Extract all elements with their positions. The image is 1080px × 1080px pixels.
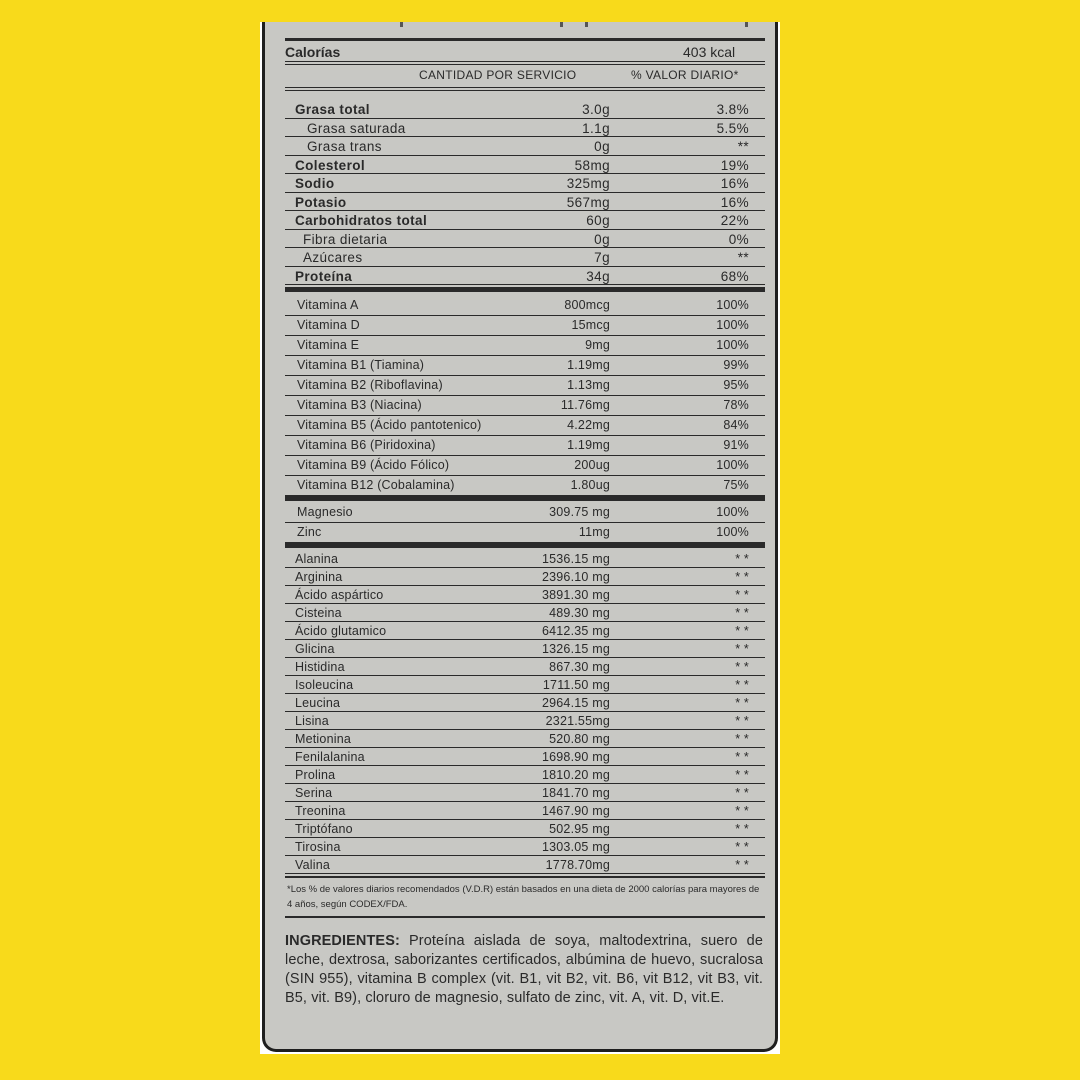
- daily-value-percent: * *: [735, 696, 749, 710]
- nutrient-amount: 1.19mg: [567, 358, 610, 372]
- nutrient-amount: 1303.05 mg: [541, 840, 610, 854]
- amino-acid-row: [285, 676, 765, 694]
- nutrient-amount: 0g: [594, 231, 610, 247]
- column-header-row: [285, 66, 765, 86]
- daily-value-percent: 5.5%: [716, 120, 749, 136]
- vitamin-row: [285, 296, 765, 316]
- daily-value-percent: 68%: [720, 268, 749, 284]
- daily-value-percent: 100%: [716, 338, 749, 352]
- nutrient-name: Ácido glutamico: [295, 624, 387, 638]
- nutrient-name: Ácido aspártico: [295, 588, 384, 602]
- daily-value-percent: * *: [735, 804, 749, 818]
- nutrient-amount: 9mg: [585, 338, 610, 352]
- nutrient-name: Prolina: [295, 768, 336, 782]
- daily-value-percent: 99%: [723, 358, 749, 372]
- daily-value-percent: * *: [735, 714, 749, 728]
- daily-value-percent: **: [737, 250, 749, 265]
- daily-value-percent: 95%: [723, 378, 749, 392]
- nutrient-name: Tirosina: [295, 840, 341, 854]
- nutrient-name: Vitamina B1 (Tiamina): [297, 358, 425, 372]
- nutrient-amount: 1.1g: [582, 120, 610, 136]
- amino-acid-row: [285, 586, 765, 604]
- nutrient-name: Arginina: [295, 570, 343, 584]
- nutrient-amount: 58mg: [574, 157, 610, 173]
- nutrient-name: Isoleucina: [295, 678, 354, 692]
- nutrient-amount: 2396.10 mg: [541, 570, 610, 584]
- daily-value-percent: * *: [735, 768, 749, 782]
- nutrient-amount: 502.95 mg: [549, 822, 610, 836]
- vitamin-row: [285, 316, 765, 336]
- nutrient-amount: 800mcg: [564, 298, 610, 312]
- macros-thick-rule: [285, 287, 765, 292]
- daily-value-header: % VALOR DIARIO*: [631, 68, 739, 82]
- nutrient-amount: 11.76mg: [560, 398, 610, 412]
- nutrient-name: Vitamina B5 (Ácido pantotenico): [297, 418, 482, 432]
- nutrient-name: Valina: [295, 858, 331, 872]
- nutrient-name: Vitamina A: [297, 298, 359, 312]
- calories-label: Calorías: [285, 44, 341, 60]
- macronutrient-row: [285, 119, 765, 138]
- serving-header: CANTIDAD POR SERVICIO: [419, 68, 577, 82]
- nutrient-amount: 7g: [594, 250, 610, 265]
- aminos-rule: [285, 876, 765, 878]
- nutrient-name: Fenilalanina: [295, 750, 365, 764]
- daily-value-percent: * *: [735, 786, 749, 800]
- cut-off-text-fragments: [285, 22, 755, 28]
- vitamin-row: [285, 336, 765, 356]
- macronutrient-row: [285, 230, 765, 249]
- nutrient-name: Triptófano: [295, 822, 353, 836]
- top-thick-rule: [285, 38, 765, 41]
- amino-acid-row: [285, 712, 765, 730]
- nutrient-name: Sodio: [295, 176, 335, 191]
- calories-row: [285, 42, 765, 62]
- macronutrient-row: [285, 137, 765, 156]
- daily-value-percent: 16%: [720, 194, 749, 210]
- nutrient-name: Grasa trans: [307, 139, 382, 154]
- daily-value-percent: 100%: [716, 298, 749, 312]
- macronutrient-row: [285, 211, 765, 230]
- nutrient-amount: 567mg: [566, 194, 610, 210]
- header-rule-2: [285, 90, 765, 91]
- nutrient-amount: 1.80ug: [570, 478, 610, 492]
- footnote-rule: [285, 916, 765, 918]
- nutrient-amount: 2964.15 mg: [541, 696, 610, 710]
- nutrient-amount: 1810.20 mg: [541, 768, 610, 782]
- amino-acid-row: [285, 766, 765, 784]
- minerals-thick-rule: [285, 543, 765, 548]
- amino-acid-row: [285, 640, 765, 658]
- nutrient-name: Glicina: [295, 642, 335, 656]
- daily-value-percent: 100%: [716, 525, 749, 539]
- nutrient-amount: 4.22mg: [567, 418, 610, 432]
- calories-rule-2: [285, 64, 765, 65]
- daily-value-percent: 19%: [720, 157, 749, 173]
- vitamin-row: [285, 476, 765, 496]
- vitamin-row: [285, 456, 765, 476]
- nutrient-amount: 489.30 mg: [549, 606, 610, 620]
- macronutrient-row: [285, 100, 765, 119]
- nutrient-name: Carbohidratos total: [295, 213, 428, 228]
- nutrient-amount: 520.80 mg: [549, 732, 610, 746]
- nutrient-name: Azúcares: [303, 250, 363, 265]
- macronutrient-row: [285, 193, 765, 212]
- nutrient-amount: 11mg: [578, 525, 610, 539]
- daily-value-percent: **: [737, 139, 749, 154]
- nutrient-amount: 3.0g: [582, 102, 610, 117]
- amino-acid-row: [285, 568, 765, 586]
- nutrient-amount: 34g: [586, 268, 610, 284]
- nutrient-amount: 1711.50 mg: [542, 678, 610, 692]
- daily-value-percent: * *: [735, 552, 749, 566]
- daily-value-percent: * *: [735, 660, 749, 674]
- nutrient-name: Potasio: [295, 194, 347, 210]
- nutrient-name: Vitamina E: [297, 338, 360, 352]
- mineral-row: [285, 523, 765, 543]
- nutrient-amount: 60g: [586, 213, 610, 228]
- amino-acid-row: [285, 802, 765, 820]
- amino-acid-row: [285, 622, 765, 640]
- nutrient-amount: 1.19mg: [567, 438, 610, 452]
- daily-value-percent: 78%: [723, 398, 749, 412]
- nutrient-name: Serina: [295, 786, 333, 800]
- daily-value-percent: 3.8%: [716, 102, 749, 117]
- daily-value-percent: 16%: [720, 176, 749, 191]
- daily-value-percent: * *: [735, 642, 749, 656]
- nutrient-name: Zinc: [297, 525, 322, 539]
- vitamins-thick-rule: [285, 496, 765, 501]
- macronutrient-row: [285, 248, 765, 267]
- nutrient-name: Histidina: [295, 660, 345, 674]
- nutrient-name: Vitamina D: [297, 318, 360, 332]
- daily-value-percent: * *: [735, 606, 749, 620]
- nutrient-amount: 1841.70 mg: [541, 786, 610, 800]
- amino-acid-row: [285, 820, 765, 838]
- daily-value-percent: * *: [735, 840, 749, 854]
- calories-value: 403 kcal: [683, 44, 736, 60]
- nutrient-amount: 867.30 mg: [549, 660, 610, 674]
- nutrient-name: Grasa total: [295, 102, 370, 117]
- nutrient-amount: 3891.30 mg: [541, 588, 610, 602]
- nutrient-name: Proteína: [295, 268, 353, 284]
- nutrition-facts-panel: [262, 22, 778, 1052]
- daily-value-percent: * *: [735, 570, 749, 584]
- daily-value-percent: * *: [735, 750, 749, 764]
- nutrient-name: Vitamina B9 (Ácido Fólico): [297, 458, 450, 472]
- nutrient-amount: 1536.15 mg: [541, 552, 610, 566]
- nutrient-name: Colesterol: [295, 157, 366, 173]
- nutrient-amount: 1467.90 mg: [541, 804, 610, 818]
- vitamin-row: [285, 396, 765, 416]
- amino-acid-row: [285, 730, 765, 748]
- amino-acid-row: [285, 856, 765, 874]
- daily-value-percent: 100%: [716, 318, 749, 332]
- daily-value-percent: * *: [735, 732, 749, 746]
- vitamin-row: [285, 356, 765, 376]
- amino-acid-row: [285, 748, 765, 766]
- daily-value-percent: 22%: [720, 213, 749, 228]
- nutrient-name: Vitamina B6 (Piridoxina): [297, 438, 436, 452]
- amino-acid-row: [285, 694, 765, 712]
- daily-value-percent: * *: [735, 678, 749, 692]
- nutrient-name: Magnesio: [297, 505, 353, 519]
- nutrient-amount: 309.75 mg: [549, 505, 610, 519]
- nutrient-name: Metionina: [295, 732, 351, 746]
- macronutrient-row: [285, 174, 765, 193]
- nutrient-name: Fibra dietaria: [303, 231, 388, 247]
- vitamin-row: [285, 436, 765, 456]
- nutrient-amount: 0g: [594, 139, 610, 154]
- nutrient-name: Vitamina B2 (Riboflavina): [297, 378, 443, 392]
- nutrient-amount: 200ug: [574, 458, 610, 472]
- amino-acid-row: [285, 838, 765, 856]
- vitamin-row: [285, 376, 765, 396]
- nutrient-name: Vitamina B12 (Cobalamina): [297, 478, 455, 492]
- daily-value-percent: 75%: [723, 478, 749, 492]
- amino-acid-row: [285, 604, 765, 622]
- mineral-row: [285, 503, 765, 523]
- daily-value-percent: * *: [735, 588, 749, 602]
- daily-value-percent: * *: [735, 822, 749, 836]
- nutrient-name: Leucina: [295, 696, 341, 710]
- nutrient-name: Grasa saturada: [307, 120, 406, 136]
- header-rule-1: [285, 87, 765, 88]
- nutrient-amount: 1778.70mg: [545, 858, 610, 872]
- amino-acid-row: [285, 550, 765, 568]
- daily-value-percent: 100%: [716, 458, 749, 472]
- vitamin-row: [285, 416, 765, 436]
- daily-value-percent: * *: [735, 858, 749, 872]
- daily-value-percent: 91%: [723, 438, 749, 452]
- ingredients-block: [285, 932, 763, 1008]
- nutrient-name: Cisteina: [295, 606, 342, 620]
- ingredients-text: Proteína aislada de soya, maltodextrina, suero de leche, dextrosa, saborizantes certificados, albúmina de huevo, sucralosa (SIN 955), vitamina B complex (vit. B1, vit B2, vit. B6, vit B12, vit B3, vit. B5, vit. B9), cloruro de magnesio, sulfato de zinc, vit. A, vit. D, vit.E.: [285, 933, 763, 1006]
- daily-value-percent: 100%: [716, 505, 749, 519]
- nutrient-name: Alanina: [295, 552, 339, 566]
- daily-value-percent: 0%: [728, 231, 749, 247]
- nutrient-amount: 1.13mg: [567, 378, 610, 392]
- nutrient-amount: 325mg: [566, 176, 610, 191]
- calories-rule-1: [285, 61, 765, 62]
- nutrient-amount: 6412.35 mg: [541, 624, 610, 638]
- footnote: *Los % de valores diarios recomendados (V.D.R) están basados en una dieta de 2000 calorías para mayores de 4 años, según CODEX/FDA.: [287, 884, 760, 910]
- nutrient-name: Treonina: [295, 804, 346, 818]
- macronutrient-row: [285, 156, 765, 175]
- macronutrient-row: [285, 267, 765, 286]
- nutrient-amount: 1326.15 mg: [541, 642, 610, 656]
- amino-acid-row: [285, 658, 765, 676]
- amino-acid-row: [285, 784, 765, 802]
- nutrient-name: Lisina: [295, 714, 329, 728]
- daily-value-percent: * *: [735, 624, 749, 638]
- nutrient-amount: 15mcg: [571, 318, 610, 332]
- nutrient-amount: 1698.90 mg: [541, 750, 610, 764]
- daily-value-percent: 84%: [723, 418, 749, 432]
- ingredients-label: INGREDIENTES:: [285, 933, 400, 949]
- nutrient-amount: 2321.55mg: [545, 714, 610, 728]
- nutrient-name: Vitamina B3 (Niacina): [297, 398, 422, 412]
